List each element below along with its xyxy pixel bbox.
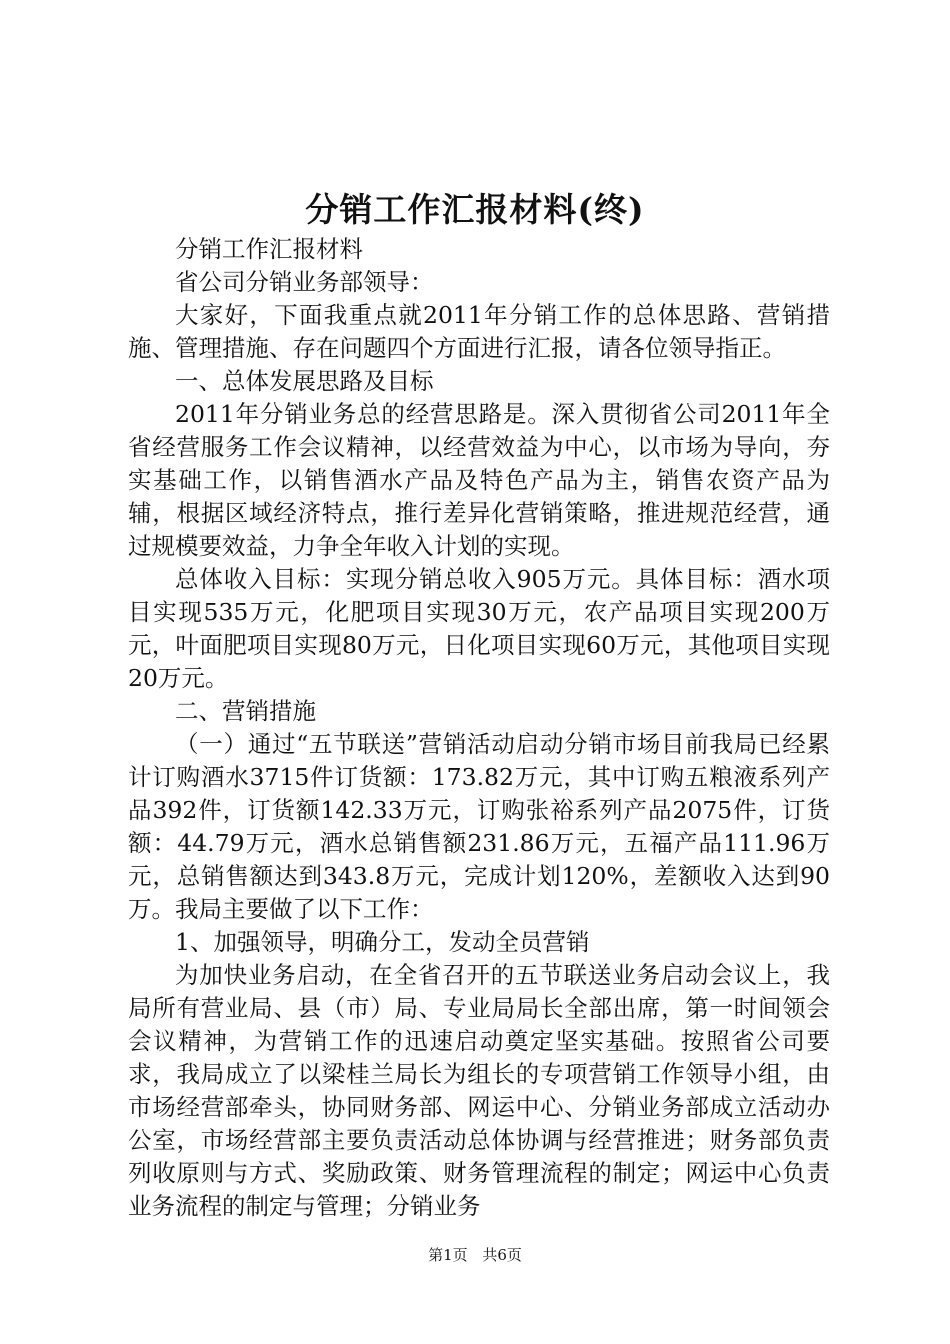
paragraph-strategy: 2011年分销业务总的经营思路是。深入贯彻省公司2011年全省经营服务工作会议精神，以经营效益为中心，以市场为导向，夯实基础工作，以销售酒水产品及特色产品为主，销售农资产品为辅，根据区域经济特点，推行差异化营销策略，推进规范经营，通过规模要效益，力争全年收入计划的实现。 <box>128 400 830 560</box>
page-number: 第1页 <box>428 1246 468 1264</box>
paragraph-organization: 为加快业务启动，在全省召开的五节联送业务启动会议上，我局所有营业局、县（市）局、专业局局长全部出席，第一时间领会会议精神，为营销工作的迅速启动奠定坚实基础。按照省公司要求，我局成立了以梁桂兰局长为组长的专项营销工作领导小组，由市场经营部牵头，协同财务部、网运中心、分销业务部成立活动办公室，市场经营部主要负责活动总体协调与经营推进；财务部负责列收原则与方式、奖励政策、财务管理流程的制定；网运中心负责业务流程的制定与管理；分销业务 <box>128 961 830 1220</box>
section-heading-2: 二、营销措施 <box>175 697 316 725</box>
document-title: 分销工作汇报材料(终) <box>305 190 645 229</box>
page-total: 共6页 <box>482 1246 522 1264</box>
paragraph-targets: 总体收入目标：实现分销总收入905万元。具体目标：酒水项目实现535万元，化肥项目实现30万元，农产品项目实现200万元，叶面肥项目实现80万元，日化项目实现60万元，其他项目实现20万元。 <box>128 565 830 692</box>
section-heading-1: 一、总体发展思路及目标 <box>175 367 434 395</box>
document-body <box>128 233 830 1223</box>
paragraph-intro: 大家好，下面我重点就2011年分销工作的总体思路、营销措施、管理措施、存在问题四个方面进行汇报，请各位领导指正。 <box>128 301 830 362</box>
page-footer <box>0 1244 950 1265</box>
subheading-leadership: 1、加强领导，明确分工，发动全员营销 <box>175 928 590 956</box>
paragraph-salutation: 省公司分销业务部领导： <box>175 268 434 296</box>
paragraph-campaign: （一）通过“五节联送”营销活动启动分销市场目前我局已经累计订购酒水3715件订货额：173.82万元，其中订购五粮液系列产品392件，订货额142.33万元，订购张裕系列产品2075件，订货额：44.79万元，酒水总销售额231.86万元，五福产品111.96万元，总销售额达到343.8万元，完成计划120%，差额收入达到90万。我局主要做了以下工作： <box>128 730 830 923</box>
paragraph-heading-material: 分销工作汇报材料 <box>175 235 363 263</box>
